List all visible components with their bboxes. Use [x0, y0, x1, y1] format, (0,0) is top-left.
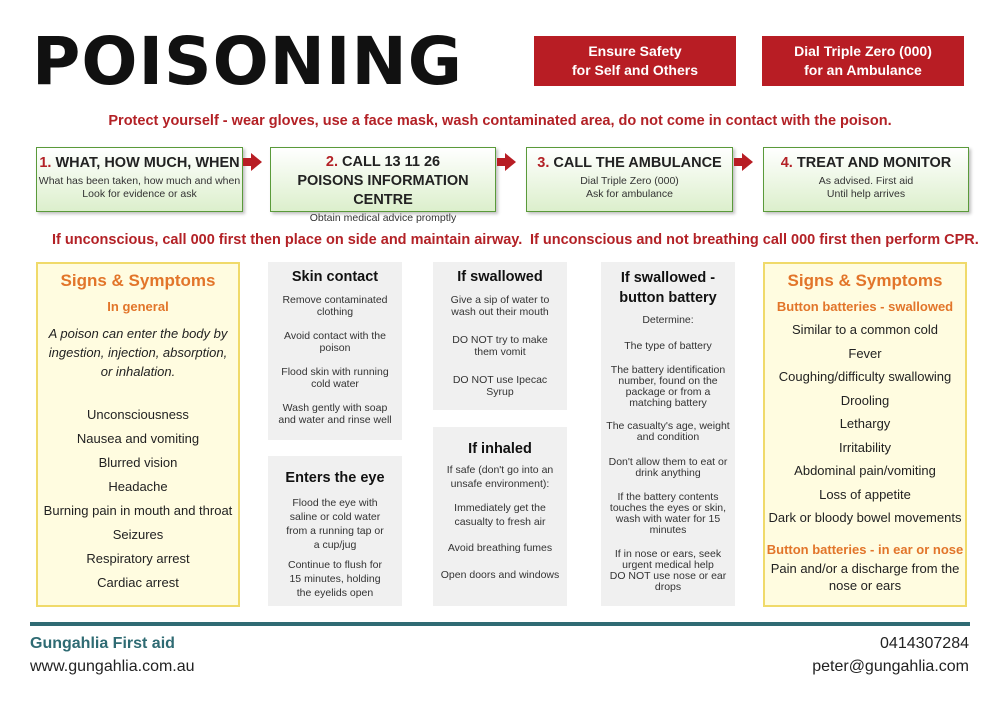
footer-org-name: Gungahlia First aid [30, 635, 175, 652]
item-line: minutes [649, 524, 687, 536]
item-line: them vomit [474, 346, 526, 358]
step-2-heading [271, 153, 495, 172]
step-2-title: CALL 13 11 26 [342, 154, 441, 170]
item-line: wash out their mouth [451, 306, 549, 318]
skin-contact-title: Skin contact [291, 269, 379, 285]
step-4-heading [764, 154, 968, 173]
swallowed-panel [433, 262, 567, 410]
footer-email[interactable]: peter@gungahlia.com [812, 658, 969, 675]
step-4-line-1: As advised. First aid [818, 175, 914, 187]
step-3-line-2: Ask for ambulance [586, 188, 673, 200]
list-item: nose or ears [828, 577, 902, 593]
list-item [601, 340, 735, 352]
step-3-line-1: Dial Triple Zero (000) [580, 175, 679, 187]
list-item: Fever [848, 345, 882, 361]
item-line: Wash gently with soap [282, 402, 388, 414]
eye-panel [268, 456, 402, 606]
list-item: Coughing/difficulty swallowing [778, 369, 952, 384]
step-4-box [763, 147, 969, 212]
swallowed-title: If swallowed [457, 269, 543, 285]
eye-title: Enters the eye [285, 470, 385, 486]
item-line: DO NOT try to make [452, 334, 548, 346]
footer-phone[interactable]: 0414307284 [880, 635, 969, 652]
list-item: Burning pain in mouth and throat [43, 503, 233, 518]
skin-contact-panel [268, 262, 402, 440]
item-line: a cup/jug [313, 539, 357, 551]
item-line: Determine: [642, 314, 694, 326]
signs-general-subtitle: In general [107, 299, 169, 314]
step-3-number: 3. [537, 155, 550, 171]
list-item [268, 558, 402, 600]
item-line: 15 minutes, holding [289, 573, 381, 585]
step-2-number: 2. [325, 154, 338, 170]
list-item: Irritability [838, 439, 891, 455]
list-item: Blurred vision [98, 455, 178, 470]
item-line: Open doors and windows [440, 569, 560, 581]
step-1-box [36, 147, 243, 212]
signs-general-intro [38, 324, 238, 381]
list-item [433, 294, 567, 318]
item-line: saline or cold water [289, 511, 381, 523]
list-item [433, 501, 567, 529]
button-battery-panel [601, 262, 735, 606]
list-item: Headache [108, 479, 168, 494]
item-line: Flood the eye with [292, 497, 378, 509]
list-item: Similar to a common cold [792, 322, 938, 337]
item-line: drops [654, 581, 682, 593]
signs-battery-subtitle-2: Button batteries - in ear or nose [766, 541, 964, 557]
list-item: Dark or bloody bowel movements [768, 510, 962, 525]
footer-divider [30, 622, 970, 626]
list-item [601, 314, 735, 326]
item-line: casualty to fresh air [454, 516, 546, 528]
item-line: If in nose or ears, seek [614, 548, 722, 560]
list-item [433, 542, 567, 554]
ensure-safety-line-1: Ensure Safety [588, 43, 682, 59]
dial-ambulance-line-1: Dial Triple Zero (000) [794, 43, 932, 59]
ensure-safety-line-2: for Self and Others [571, 62, 699, 78]
list-item [601, 457, 735, 479]
list-item: Loss of appetite [819, 486, 911, 502]
step-2-title-2: POISONS INFORMATION CENTRE [297, 173, 469, 208]
list-item: Cardiac arrest [97, 575, 179, 590]
step-1-line-1: What has been taken, how much and when [38, 175, 241, 187]
item-line: and water and rinse well [278, 414, 392, 426]
list-item: Unconsciousness [87, 407, 189, 422]
list-item [601, 421, 735, 443]
list-item [268, 330, 402, 354]
list-item: Respiratory arrest [86, 551, 190, 566]
list-item [268, 366, 402, 390]
list-item: Drooling [840, 392, 890, 408]
signs-battery-list [765, 318, 965, 530]
item-line: Syrup [486, 386, 514, 398]
step-3-box [526, 147, 733, 212]
step-3-title: CALL THE AMBULANCE [553, 155, 722, 171]
step-4-number: 4. [780, 155, 793, 171]
warning-unconscious-left: If unconscious, call 000 first then place on side and maintain airway. [52, 232, 523, 248]
item-line: matching battery [629, 397, 707, 409]
item-line: unsafe environment): [450, 478, 550, 490]
signs-general-panel [36, 262, 240, 607]
signs-general-list [38, 403, 238, 595]
item-line: from a running tap or [286, 525, 384, 537]
intro-line: or inhalation. [100, 364, 176, 379]
warning-unconscious-right: If unconscious and not breathing call 000 first then perform CPR. [530, 232, 979, 248]
item-line: clothing [316, 306, 354, 318]
list-item [433, 569, 567, 581]
intro-line: ingestion, injection, absorption, [48, 345, 228, 360]
inhaled-title: If inhaled [468, 441, 532, 457]
list-item: Lethargy [839, 416, 891, 431]
step-1-heading [37, 154, 242, 173]
item-line: urgent medical help [622, 559, 714, 571]
inhaled-panel [433, 427, 567, 606]
step-1-line-2: Look for evidence or ask [82, 188, 197, 200]
step-2-box [270, 147, 496, 224]
list-item: Abdominal pain/vomiting [794, 463, 936, 478]
item-line: The battery identification [610, 364, 726, 376]
step-4-title: TREAT AND MONITOR [796, 155, 952, 171]
button-battery-title-2: button battery [619, 290, 717, 306]
list-item: Seizures [112, 527, 164, 542]
list-item [601, 549, 735, 593]
step-1-title: WHAT, HOW MUCH, WHEN [55, 155, 240, 171]
item-line: If the battery contents [617, 491, 719, 503]
signs-battery-subtitle: Button batteries - swallowed [776, 299, 954, 314]
item-line: number, found on the [618, 375, 718, 387]
item-line: Avoid contact with the [284, 330, 386, 342]
signs-battery-title: Signs & Symptoms [787, 271, 943, 290]
list-item [268, 402, 402, 426]
item-line: Give a sip of water to [450, 294, 550, 306]
item-line: drink anything [635, 467, 701, 479]
footer-website[interactable]: www.gungahlia.com.au [30, 658, 195, 675]
item-line: Remove contaminated [282, 294, 388, 306]
item-line: The casualty's age, weight [606, 420, 730, 432]
step-2-line-1: Obtain medical advice promptly [309, 212, 457, 224]
step-4-line-2: Until help arrives [826, 188, 906, 200]
item-line: touches the eyes or skin, [609, 502, 727, 514]
dial-ambulance-line-2: for an Ambulance [804, 62, 922, 78]
list-item [601, 365, 735, 409]
page-title: POISONING [32, 23, 463, 100]
intro-line: A poison can enter the body by [48, 326, 228, 341]
signs-battery-list-2 [765, 560, 965, 594]
protect-yourself-text: Protect yourself - wear gloves, use a face mask, wash contaminated area, do not come in contact with the poison. [108, 113, 892, 129]
item-line: DO NOT use nose or ear [609, 570, 727, 582]
item-line: DO NOT use Ipecac [452, 374, 548, 386]
step-3-heading [527, 154, 732, 173]
item-line: poison [319, 342, 351, 354]
item-line: Don't allow them to eat or [608, 456, 728, 468]
item-line: Immediately get the [454, 502, 546, 514]
list-item [268, 294, 402, 318]
list-item [433, 374, 567, 398]
item-line: wash with water for 15 [615, 513, 721, 525]
button-battery-title-1: If swallowed - [620, 270, 716, 286]
item-line: the eyelids open [296, 587, 374, 599]
item-line: If safe (don't go into an [446, 464, 554, 476]
list-item [433, 463, 567, 491]
list-item [601, 492, 735, 536]
list-item: Pain and/or a discharge from the [770, 560, 960, 576]
ensure-safety-box [534, 36, 736, 86]
item-line: Avoid breathing fumes [447, 542, 553, 554]
item-line: and condition [636, 431, 700, 443]
item-line: Flood skin with running [281, 366, 389, 378]
dial-ambulance-box [762, 36, 964, 86]
item-line: cold water [311, 378, 359, 390]
list-item: Nausea and vomiting [76, 431, 200, 446]
item-line: The type of battery [624, 340, 712, 352]
signs-battery-panel [763, 262, 967, 607]
list-item [268, 496, 402, 552]
item-line: package or from a [625, 386, 711, 398]
list-item [433, 334, 567, 358]
item-line: Continue to flush for [288, 559, 382, 571]
signs-general-title: Signs & Symptoms [60, 271, 216, 290]
step-1-number: 1. [39, 155, 52, 171]
